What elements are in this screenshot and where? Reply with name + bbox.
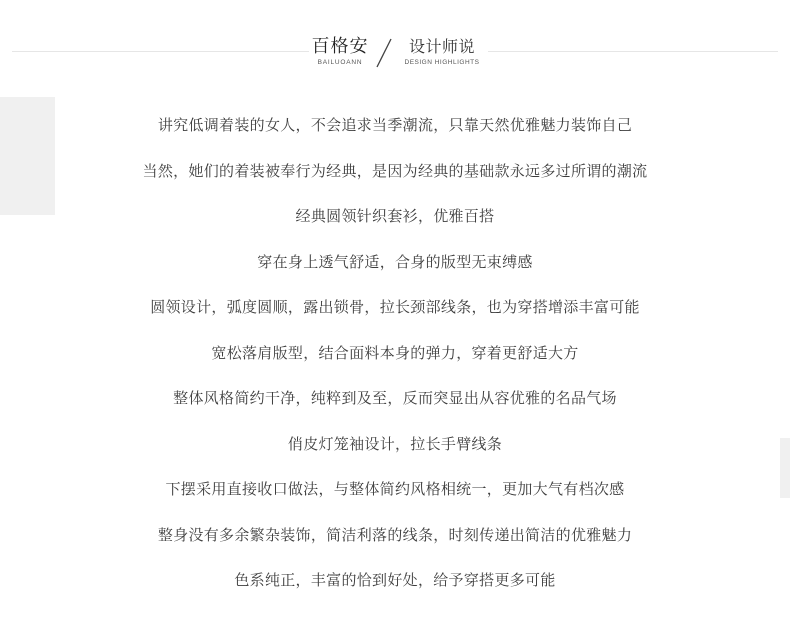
description-line: 下摆采用直接收口做法，与整体简约风格相统一，更加大气有档次感 bbox=[165, 480, 625, 498]
design-description bbox=[0, 112, 790, 613]
section-title-en: DESIGN HIGHLIGHTS bbox=[404, 59, 480, 66]
brand-logo bbox=[309, 36, 371, 67]
description-line: 穿在身上透气舒适，合身的版型无束缚感 bbox=[257, 252, 533, 271]
description-line: 整身没有多余繁杂装饰，简洁利落的线条，时刻传递出简洁的优雅魅力 bbox=[157, 525, 633, 544]
description-line: 当然，她们的着装被奉行为经典，是因为经典的基础款永远多过所谓的潮流 bbox=[142, 161, 648, 180]
description-line: 经典圆领针织套衫，优雅百搭 bbox=[295, 207, 495, 225]
description-line: 宽松落肩版型，结合面料本身的弹力，穿着更舒适大方 bbox=[211, 343, 579, 362]
slash-divider-icon bbox=[372, 36, 396, 70]
brand-logo-subtext: BAILUOANN bbox=[317, 59, 363, 66]
description-line: 讲究低调着装的女人，不会追求当季潮流，只靠天然优雅魅力装饰自己 bbox=[157, 116, 633, 134]
description-line: 圆领设计，弧度圆顺，露出锁骨，拉长颈部线条，也为穿搭增添丰富可能 bbox=[150, 298, 640, 316]
header-rule-left bbox=[12, 51, 309, 52]
description-line: 俏皮灯笼袖设计，拉长手臂线条 bbox=[287, 434, 503, 453]
section-header bbox=[0, 0, 790, 80]
header-rule-right bbox=[488, 51, 778, 52]
section-title bbox=[397, 36, 487, 67]
description-line: 整体风格简约干净，纯粹到及至，反而突显出从容优雅的名品气场 bbox=[173, 389, 617, 407]
section-title-cn: 设计师说 bbox=[408, 37, 475, 56]
description-line: 色系纯正，丰富的恰到好处，给予穿搭更多可能 bbox=[234, 571, 556, 589]
brand-logo-text: 百格安 bbox=[311, 36, 369, 57]
